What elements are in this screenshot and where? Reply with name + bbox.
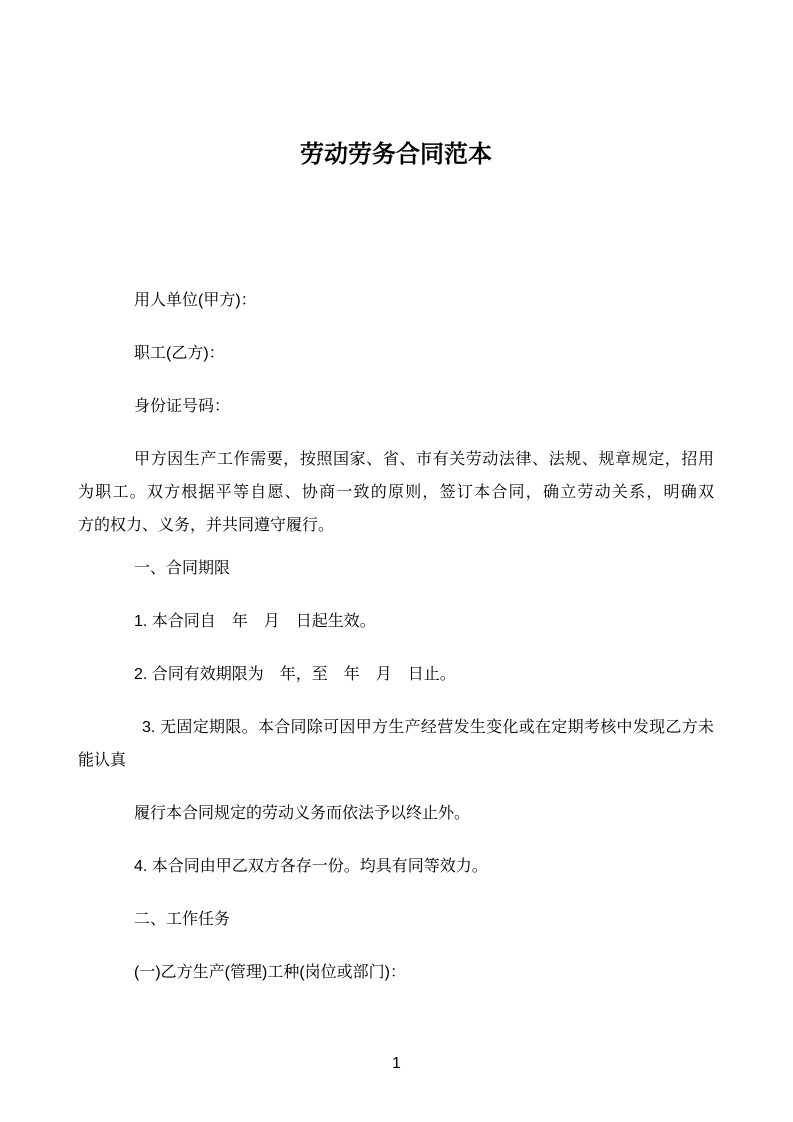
intro-paragraph-line3: 方的权力、义务，并共同遵守履行。 (78, 517, 335, 534)
intro-paragraph (78, 443, 714, 542)
intro-paragraph-line2: 为职工。双方根据平等自愿、协商一致的原则，签订本合同，确立劳动关系，明确双 (78, 484, 714, 501)
section1-item3 (78, 711, 714, 777)
section1-item2: 2. 合同有效期限为 年，至 年 月 日止。 (134, 666, 456, 683)
section1-item3-line2: 能认真 (78, 752, 127, 769)
section1-item3-line1: 3. 无固定期限。本合同除可因甲方生产经营发生变化或在定期考核中发现乙方未 (142, 719, 714, 736)
document-body (78, 138, 714, 1009)
section1-item4: 4. 本合同由甲乙双方各存一份。均具有同等效力。 (134, 858, 488, 875)
field-employer-party-a: 用人单位(甲方)： (134, 292, 257, 309)
field-id-number: 身份证号码： (134, 398, 231, 415)
section2-item1: (一)乙方生产(管理)工种(岗位或部门)： (134, 964, 406, 981)
page-number: 1 (392, 1055, 401, 1072)
section1-item3-continuation: 履行本合同规定的劳动义务而依法予以终止外。 (134, 805, 471, 822)
intro-paragraph-line1: 甲方因生产工作需要，按照国家、省、市有关劳动法律、法规、规章规定，招用 (134, 451, 714, 468)
section1-item1: 1. 本合同自 年 月 日起生效。 (134, 613, 376, 630)
document-title: 劳动劳务合同范本 (300, 141, 492, 168)
field-employee-party-b: 职工(乙方)： (134, 345, 225, 362)
section1-heading: 一、合同期限 (134, 560, 231, 577)
section2-heading: 二、工作任务 (134, 911, 231, 928)
